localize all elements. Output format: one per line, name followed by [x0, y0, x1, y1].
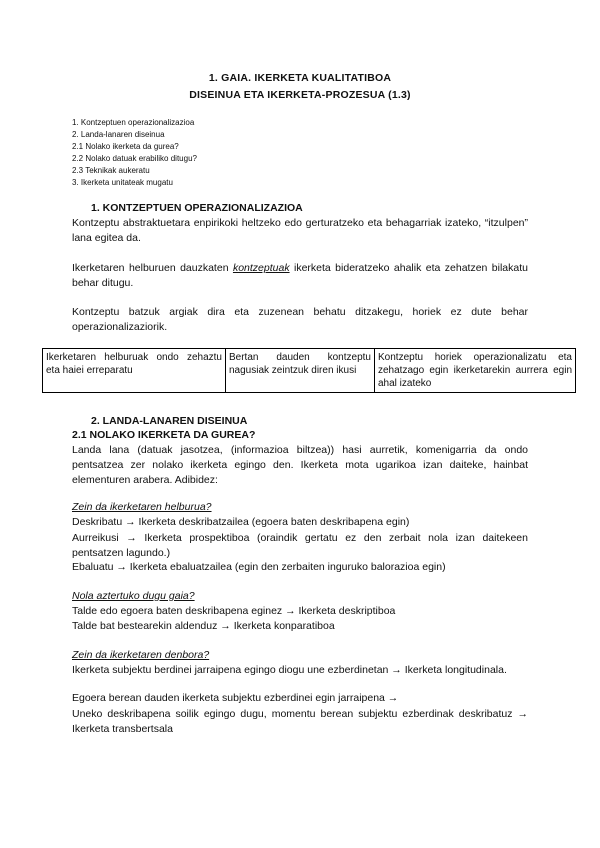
toc-item: 3. Ikerketa unitateak mugatu — [72, 178, 173, 187]
section1-heading: 1. KONTZEPTUEN OPERAZIONALIZAZIOA — [91, 202, 303, 214]
section1-paragraph-1: Kontzeptu abstraktuetara enpirikoki heltzeko edo gerturatzeko eta behagarriak izateko, “itzulpen” lana egitea da. — [72, 217, 528, 244]
time-line-transversal: Uneko deskribapena soilik egingo dugu, momentu berean subjektu ezberdinak deskribatuz → Ikerketa transbertsala — [72, 708, 528, 735]
toc-item: 1. Kontzeptuen operazionalizazioa — [72, 118, 195, 127]
table-row — [43, 349, 576, 393]
document-title: 1. GAIA. IKERKETA KUALITATIBOA — [208, 72, 392, 84]
process-table — [42, 348, 576, 393]
table-of-contents — [72, 117, 197, 189]
table-cell-goals: Ikerketaren helburuak ondo zehaztu eta haiei erreparatu — [43, 349, 226, 393]
toc-item: 2.3 Teknikak aukeratu — [72, 166, 150, 175]
toc-item: 2.1 Nolako ikerketa da gurea? — [72, 142, 179, 151]
paragraph-text: Ikerketaren helburuen dauzkaten — [72, 262, 233, 274]
time-line-followup: Egoera berean dauden ikerketa subjektu ezberdinei egin jarraipena → — [72, 692, 399, 704]
section2-heading: 2. LANDA-LANAREN DISEINUA — [91, 415, 248, 427]
table-cell-operationalize: Kontzeptu horiek operazionalizatu eta zehatzago egin ikerketarekin aurrera egin ahal izateko — [375, 349, 576, 393]
time-line-longitudinal: Ikerketa subjektu berdinei jarraipena egingo diogu une ezberdinetan → Ikerketa longitudinala. — [72, 664, 507, 676]
section2-1-heading: 2.1 NOLAKO IKERKETA DA GUREA? — [72, 429, 256, 441]
toc-item: 2. Landa-lanaren diseinua — [72, 130, 165, 139]
approach-line-descriptive: Talde edo egoera baten deskribapena eginez → Ikerketa deskriptiboa — [72, 605, 396, 617]
goal-line-describe: Deskribatu → Ikerketa deskribatzailea (egoera baten deskribapena egin) — [72, 516, 410, 528]
toc-item: 2.2 Nolako datuak erabiliko ditugu? — [72, 154, 197, 163]
question-goal: Zein da ikerketaren helburua? — [72, 501, 212, 513]
section2-intro: Landa lana (datuak jasotzea, (informazioa biltzea)) hasi aurretik, komenigarria da ondo pentsatzea zer nolako ikerketa egingo den. Ikerketa mota ugarikoa izan daiteke, hainbat elementuren arabera. Adibidez: — [72, 444, 528, 486]
goal-line-predict: Aurreikusi → Ikerketa prospektiboa (oraindik gertatu ez den zerbait nola izan daitekeen pentsatzen lagundo.) — [72, 532, 528, 559]
section1-paragraph-2 — [72, 261, 528, 291]
goal-line-evaluate: Ebaluatu → Ikerketa ebaluatzailea (egin den zerbaiten inguruko balorazioa egin) — [72, 561, 446, 573]
paragraph-text: ikerketa bideratzeko ahalik eta zehatzen bilakatu behar ditugu. — [72, 262, 528, 289]
approach-line-comparative: Talde bat bestearekin aldenduz → Ikerketa konparatiboa — [72, 620, 335, 632]
question-time: Zein da ikerketaren denbora? — [72, 649, 210, 661]
document-subtitle: DISEINUA ETA IKERKETA-PROZESUA (1.3) — [189, 89, 411, 101]
keyword-kontzeptuak: kontzeptuak — [232, 262, 290, 274]
table-cell-concepts: Bertan dauden kontzeptu nagusiak zeintzuk diren ikusi — [226, 349, 375, 393]
section1-paragraph-3: Kontzeptu batzuk argiak dira eta zuzenean behatu ditzakegu, horiek ez dute behar operazionalizaziorik. — [72, 306, 528, 333]
question-approach: Nola aztertuko dugu gaia? — [72, 590, 195, 602]
